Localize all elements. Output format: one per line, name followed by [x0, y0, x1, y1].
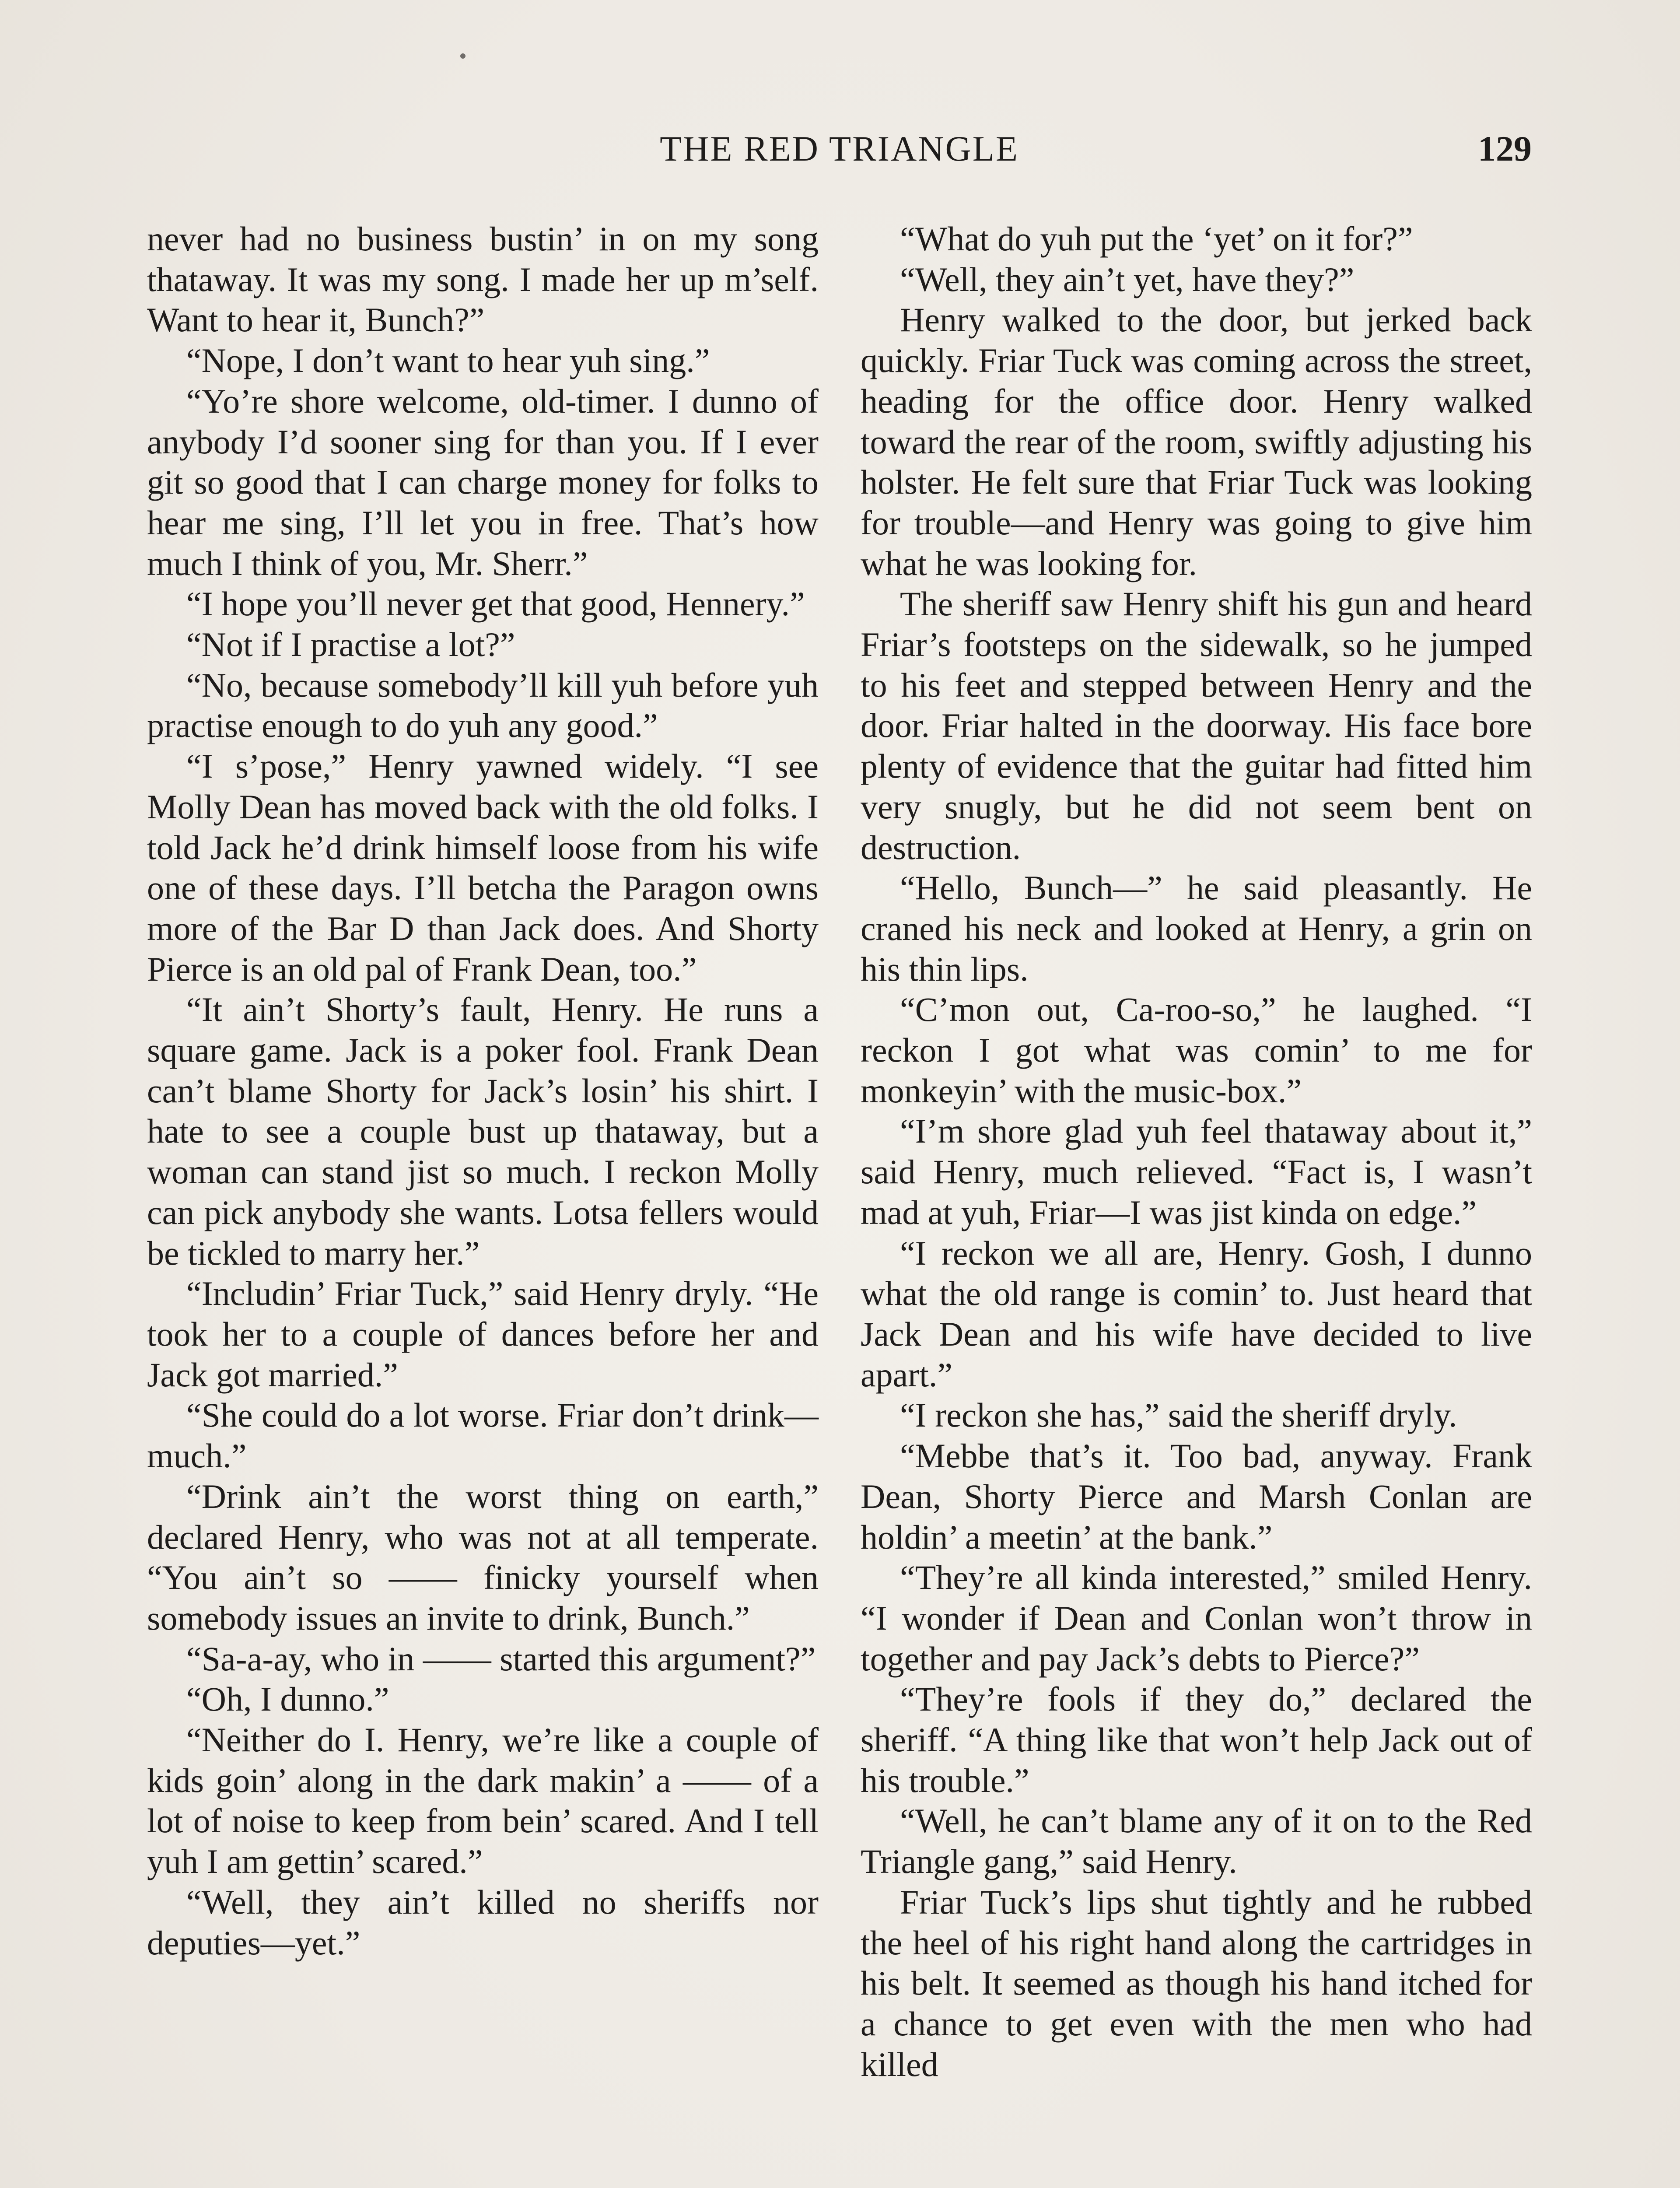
- paragraph: Henry walked to the door, but jerked back quickly. Friar Tuck was coming across the street, heading for the office door. Henry walked toward the rear of the room, swiftly adjusting his holster. He felt sure that Friar Tuck was looking for trouble—and Henry was going to give him what he was looking for.: [861, 301, 1532, 582]
- paragraph: “I’m shore glad yuh feel thataway about it,” said Henry, much relieved. “Fact is, I wasn’t mad at yuh, Friar—I was jist kinda on edge.”: [861, 1112, 1532, 1231]
- paragraph: “Well, they ain’t killed no sheriffs nor deputies—yet.”: [147, 1883, 819, 1962]
- paragraph: “Yo’re shore welcome, old-timer. I dunno of anybody I’d sooner sing for than you. If I ever git so good that I can charge money for folks to hear me sing, I’ll let you in free. That’s how much I think of you, Mr. Sherr.”: [147, 382, 819, 582]
- paragraph: “They’re fools if they do,” declared the sheriff. “A thing like that won’t help Jack out of his trouble.”: [861, 1680, 1532, 1799]
- paragraph: “Hello, Bunch—” he said pleasantly. He craned his neck and looked at Henry, a grin on his thin lips.: [861, 869, 1532, 988]
- paragraph: “I s’pose,” Henry yawned widely. “I see Molly Dean has moved back with the old folks. I told Jack he’d drink himself loose from his wife one of these days. I’ll betcha the Paragon owns more of the Bar D than Jack does. And Shorty Pierce is an old pal of Frank Dean, too.”: [147, 747, 819, 988]
- paragraph: “Drink ain’t the worst thing on earth,” declared Henry, who was not at all temperate. “You ain’t so —— finicky yourself when somebody issues an invite to drink, Bunch.”: [147, 1477, 819, 1637]
- paragraph: “Oh, I dunno.”: [186, 1680, 389, 1718]
- paragraph: never had no business bustin’ in on my song thataway. It was my song. I made her up m’self. Want to hear it, Bunch?”: [147, 220, 819, 339]
- paragraph: “I reckon we all are, Henry. Gosh, I dunno what the old range is comin’ to. Just heard that Jack Dean and his wife have decided to live apart.”: [861, 1234, 1532, 1394]
- paragraph: “Nope, I don’t want to hear yuh sing.”: [186, 341, 710, 380]
- right-column: [861, 219, 1532, 2085]
- paragraph: “Well, he can’t blame any of it on to the Red Triangle gang,” said Henry.: [861, 1802, 1532, 1881]
- paragraph: “They’re all kinda interested,” smiled Henry. “I wonder if Dean and Conlan won’t throw in together and pay Jack’s debts to Pierce?”: [861, 1558, 1532, 1678]
- paragraph: “It ain’t Shorty’s fault, Henry. He runs a square game. Jack is a poker fool. Frank Dean can’t blame Shorty for Jack’s losin’ his shirt. I hate to see a couple bust up thataway, but a woman can stand jist so much. I reckon Molly can pick anybody she wants. Lotsa fellers would be tickled to marry her.”: [147, 990, 819, 1272]
- page-number: 129: [1478, 129, 1532, 168]
- page-header: [147, 128, 1532, 181]
- paragraph: “Includin’ Friar Tuck,” said Henry dryly. “He took her to a couple of dances before her and Jack got married.”: [147, 1274, 819, 1394]
- paragraph: “Sa-a-ay, who in —— started this argument?”: [186, 1639, 816, 1678]
- paragraph: “Well, they ain’t yet, have they?”: [900, 260, 1354, 298]
- paragraph: “C’mon out, Ca-roo-so,” he laughed. “I reckon I got what was comin’ to me for monkeyin’ with the music-box.”: [861, 990, 1532, 1110]
- paragraph: “No, because somebody’ll kill yuh before yuh practise enough to do yuh any good.”: [147, 666, 819, 745]
- paragraph: “Mebbe that’s it. Too bad, anyway. Frank Dean, Shorty Pierce and Marsh Conlan are holdin’ a meetin’ at the bank.”: [861, 1437, 1532, 1556]
- paragraph: “I reckon she has,” said the sheriff dryly.: [900, 1396, 1457, 1434]
- running-head: THE RED TRIANGLE: [660, 129, 1019, 168]
- paragraph: “I hope you’ll never get that good, Hennery.”: [186, 585, 805, 623]
- paragraph: The sheriff saw Henry shift his gun and heard Friar’s footsteps on the sidewalk, so he jumped to his feet and stepped between Henry and the door. Friar halted in the doorway. His face bore plenty of evidence that the guitar had fitted him very snugly, but he did not seem bent on destruction.: [861, 585, 1532, 866]
- paragraph: “Not if I practise a lot?”: [186, 625, 515, 664]
- paragraph: Friar Tuck’s lips shut tightly and he rubbed the heel of his right hand along the cartridges in his belt. It seemed as though his hand itched for a chance to get even with the men who had killed: [861, 1883, 1532, 2083]
- paragraph: “She could do a lot worse. Friar don’t drink—much.”: [147, 1396, 819, 1475]
- left-column: [147, 219, 819, 1963]
- paragraph: “Neither do I. Henry, we’re like a couple of kids goin’ along in the dark makin’ a —— of a lot of noise to keep from bein’ scared. And I tell yuh I am gettin’ scared.”: [147, 1721, 819, 1881]
- paragraph: “What do yuh put the ‘yet’ on it for?”: [900, 220, 1413, 258]
